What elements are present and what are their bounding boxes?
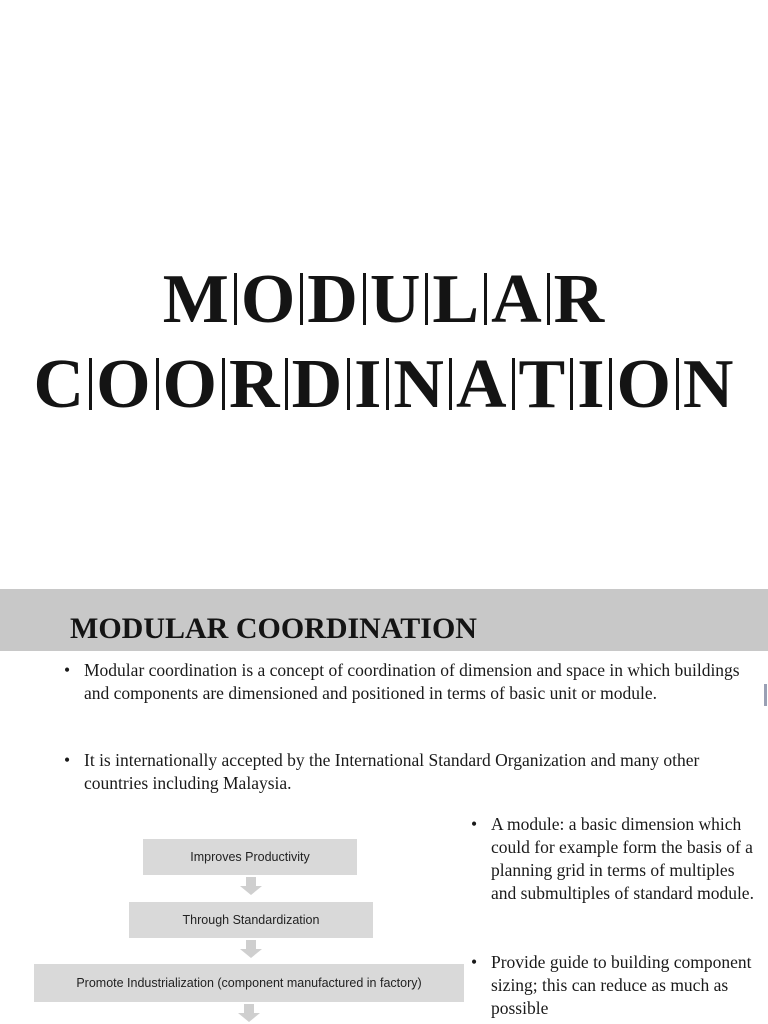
title-letter: R: [229, 346, 281, 423]
title-separator: [386, 358, 389, 410]
title-letter: T: [518, 346, 567, 423]
title-letter: O: [240, 261, 297, 338]
flowchart-box: [34, 964, 464, 1002]
title-separator: [609, 358, 612, 410]
bullet-item: [471, 951, 763, 1020]
title-separator: [425, 273, 428, 325]
edge-mark: [764, 684, 767, 706]
title-letter: C: [33, 346, 86, 423]
bullet-text: It is internationally accepted by the International Standard Organization and many other countries including Malaysia.: [84, 750, 700, 793]
title-letter: D: [307, 261, 359, 338]
title-separator: [347, 358, 350, 410]
title-letter: O: [616, 346, 672, 423]
down-arrow-icon: [238, 1004, 260, 1024]
flowchart-box-label: Promote Industrialization (component manufactured in factory): [76, 976, 422, 990]
title-letter: A: [455, 346, 508, 423]
title-letter: O: [96, 346, 152, 423]
bullet-text: A module: a basic dimension which could for example form the basis of a planning grid in terms of multiples and submultiples of standard module.: [491, 814, 754, 903]
heading-bar: [0, 589, 768, 651]
title-letter: N: [682, 346, 735, 423]
title-separator: [89, 358, 92, 410]
bullet-dot: •: [471, 952, 478, 972]
slide-heading: MODULAR COORDINATION: [70, 612, 477, 645]
title-letter: I: [354, 346, 383, 423]
title-letter: N: [393, 346, 445, 423]
title-separator: [484, 273, 487, 325]
bullet-item: [471, 813, 763, 905]
title-separator: [363, 273, 366, 325]
title-letter: U: [369, 261, 422, 338]
title-separator: [570, 358, 573, 410]
bullet-dot: •: [64, 660, 71, 680]
content-slide: [0, 589, 768, 1024]
title-separator: [676, 358, 679, 410]
title-letter: D: [291, 346, 344, 423]
title-separator: [512, 358, 515, 410]
title-letter: A: [491, 261, 543, 338]
title-separator: [449, 358, 452, 410]
bullet-item: [64, 749, 760, 795]
flowchart-box: [143, 839, 357, 875]
title-letter: I: [577, 346, 606, 423]
down-arrow-icon: [240, 940, 262, 960]
title-line-coordination: [0, 346, 768, 423]
title-letter: O: [162, 346, 218, 423]
title-separator: [222, 358, 225, 410]
title-separator: [300, 273, 303, 325]
title-line-modular: [0, 261, 768, 338]
bullet-item: [64, 659, 760, 705]
bullet-dot: •: [64, 750, 71, 770]
flowchart-box: [129, 902, 373, 938]
flowchart-box-label: Improves Productivity: [190, 850, 310, 864]
bullet-dot: •: [471, 814, 478, 834]
title-letter: R: [553, 261, 606, 338]
bullet-text: Modular coordination is a concept of coordination of dimension and space in which buildings and components are dimensioned and positioned in terms of basic unit or module.: [84, 660, 740, 703]
title-separator: [547, 273, 550, 325]
title-separator: [156, 358, 159, 410]
title-letter: L: [432, 261, 481, 338]
title-separator: [285, 358, 288, 410]
title-separator: [234, 273, 237, 325]
down-arrow-icon: [240, 877, 262, 897]
flowchart-box-label: Through Standardization: [182, 913, 320, 927]
title-letter: M: [162, 261, 230, 338]
bullet-text: Provide guide to building component sizing; this can reduce as much as possible: [491, 952, 752, 1018]
